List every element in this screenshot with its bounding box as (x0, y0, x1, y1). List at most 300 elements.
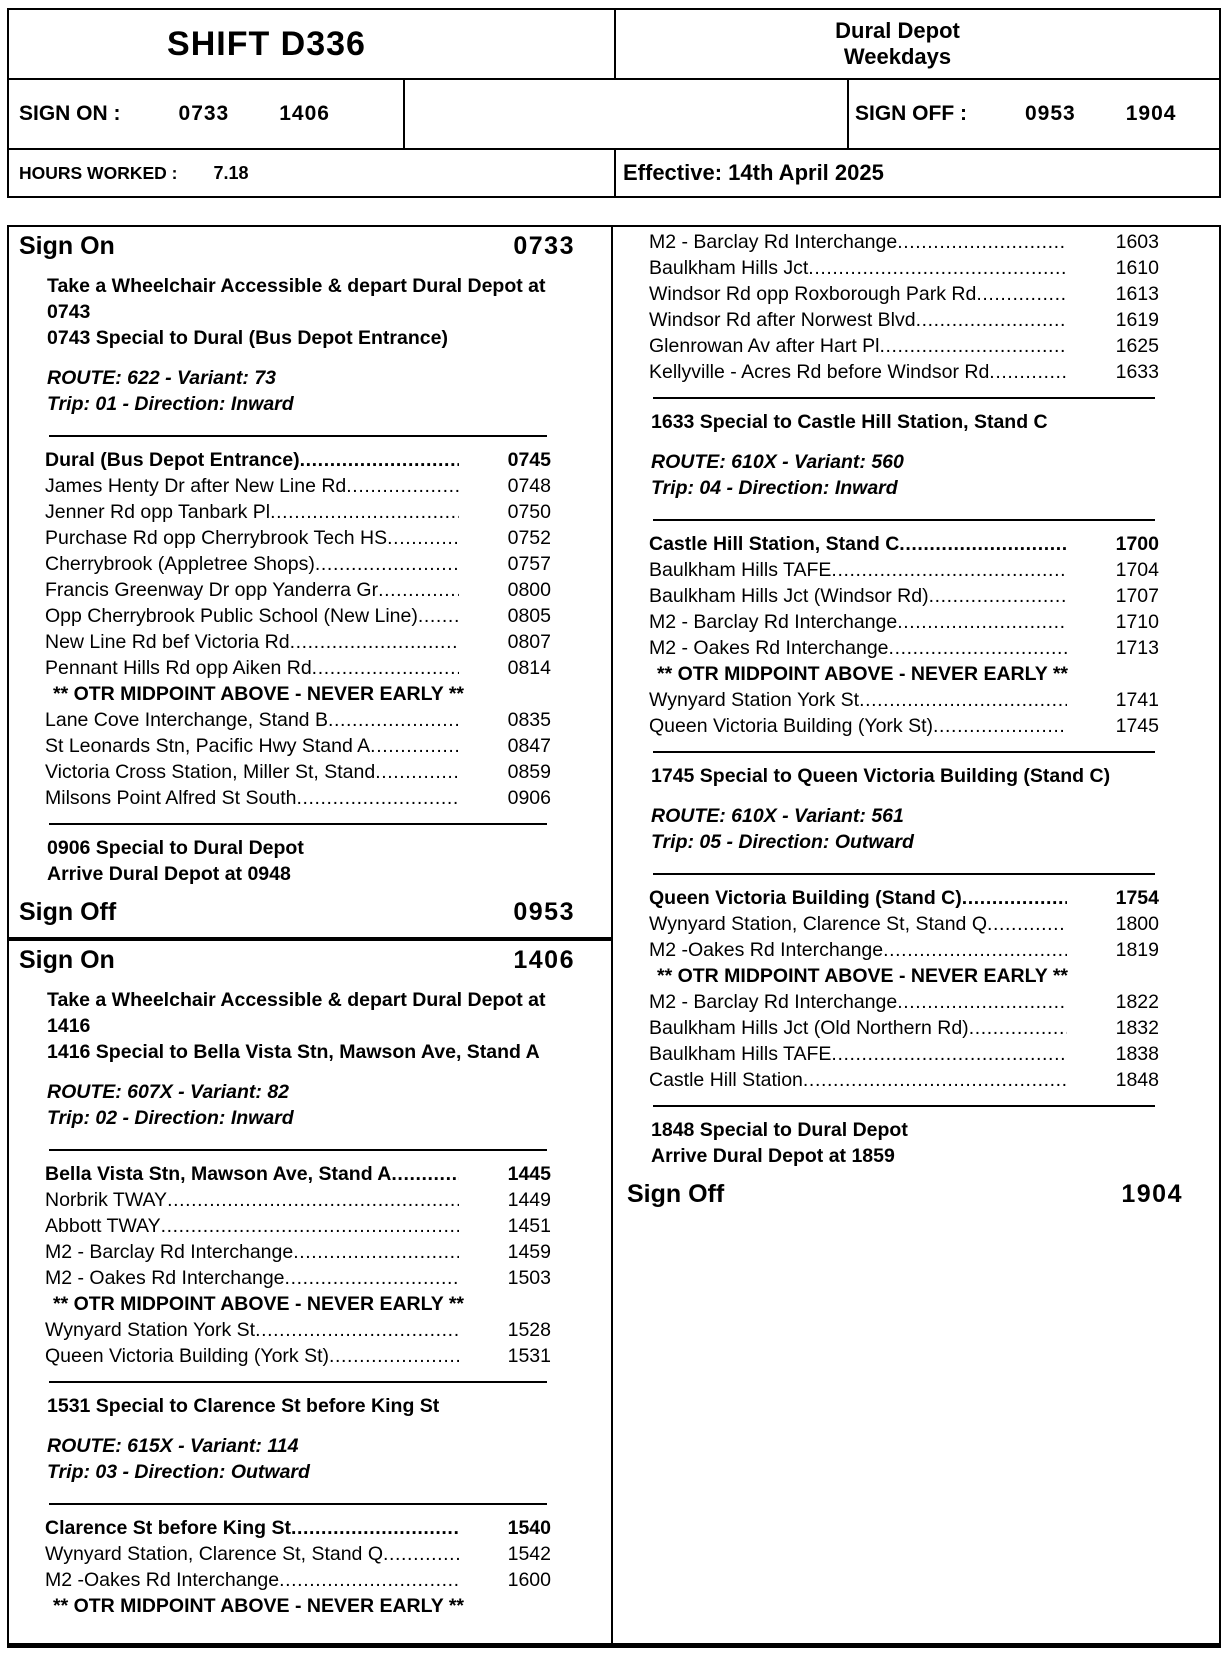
stop-name: Glenrowan Av after Hart Pl (649, 335, 880, 357)
stop-time: 0847 (507, 735, 551, 757)
special-note-line: 1745 Special to Queen Victoria Building (Stand C) (651, 765, 1111, 787)
dot-leader (989, 359, 1067, 385)
dot-leader (279, 1567, 459, 1593)
stop-name-leader (649, 885, 1067, 911)
section-heading-time: 0953 (513, 897, 575, 926)
route-info-line: Trip: 01 - Direction: Inward (47, 393, 294, 415)
dot-leader (831, 1041, 1067, 1067)
stop-name-leader (649, 359, 1067, 385)
stop-time: 1540 (507, 1517, 551, 1539)
stop-time: 1603 (1115, 231, 1159, 253)
stop-time: 1745 (1115, 715, 1159, 737)
stop-name: Castle Hill Station, Stand C (649, 533, 900, 555)
stop-row (613, 609, 1219, 635)
special-note (47, 835, 595, 887)
stop-list (9, 447, 611, 811)
stop-row (613, 229, 1219, 255)
dot-leader (315, 551, 459, 577)
stop-name-leader (649, 687, 1067, 713)
stop-name: Windsor Rd opp Roxborough Park Rd (649, 283, 977, 305)
otr-midpoint-note: ** OTR MIDPOINT ABOVE - NEVER EARLY ** (53, 683, 465, 705)
dot-leader (831, 557, 1067, 583)
special-note (651, 409, 1203, 435)
hours-worked-cell (9, 150, 616, 196)
sign-off-label: SIGN OFF : (855, 102, 967, 125)
separator-rule (653, 1105, 1155, 1107)
stop-time: 1619 (1115, 309, 1159, 331)
stop-time: 1600 (507, 1569, 551, 1591)
stop-name-leader (649, 937, 1067, 963)
dot-leader (329, 1343, 459, 1369)
dot-leader (916, 307, 1067, 333)
stop-name: M2 - Barclay Rd Interchange (649, 991, 898, 1013)
stop-row (9, 1161, 611, 1187)
stop-time: 0906 (507, 787, 551, 809)
effective-date: Effective: 14th April 2025 (623, 160, 884, 185)
stop-row (613, 911, 1219, 937)
stop-row (9, 1265, 611, 1291)
stop-name: M2 - Barclay Rd Interchange (649, 611, 898, 633)
route-info-line: ROUTE: 610X - Variant: 560 (651, 451, 904, 473)
special-note (47, 987, 595, 1065)
stop-row (9, 525, 611, 551)
section-heading-label: Sign Off (19, 897, 117, 926)
stop-name: M2 - Barclay Rd Interchange (45, 1241, 294, 1263)
stop-name-leader (649, 1067, 1067, 1093)
dot-leader (296, 785, 459, 811)
stop-time: 0807 (507, 631, 551, 653)
stop-row (613, 1067, 1219, 1093)
route-info-line: Trip: 05 - Direction: Outward (651, 831, 914, 853)
section-heading-time: 1904 (1121, 1179, 1183, 1208)
stop-row (9, 785, 611, 811)
dot-leader (933, 713, 1067, 739)
stop-row (613, 255, 1219, 281)
stop-name: Pennant Hills Rd opp Aiken Rd (45, 657, 312, 679)
stop-name-leader (45, 733, 459, 759)
stop-name-leader (45, 1541, 459, 1567)
stop-time: 1625 (1115, 335, 1159, 357)
special-note-line: Arrive Dural Depot at 1859 (651, 1145, 895, 1167)
sign-on-time-2: 1406 (279, 102, 330, 125)
otr-midpoint-note: ** OTR MIDPOINT ABOVE - NEVER EARLY ** (657, 965, 1069, 987)
stop-name-leader (45, 1343, 459, 1369)
stop-time: 1528 (507, 1319, 551, 1341)
stop-time: 1610 (1115, 257, 1159, 279)
dot-leader (312, 655, 459, 681)
stop-time: 0814 (507, 657, 551, 679)
stop-time: 1754 (1115, 887, 1159, 909)
sign-off-time-1: 0953 (1025, 102, 1076, 125)
special-note (47, 1393, 595, 1419)
header-table (7, 8, 1221, 198)
dot-leader (167, 1187, 459, 1213)
section-heading (613, 1177, 1219, 1211)
stop-name-leader (649, 713, 1067, 739)
stop-time: 1713 (1115, 637, 1159, 659)
stop-name: Wynyard Station York St (649, 689, 860, 711)
dot-leader (378, 577, 459, 603)
stop-name: M2 - Oakes Rd Interchange (45, 1267, 285, 1289)
stop-time: 1741 (1115, 689, 1159, 711)
dot-leader (375, 759, 459, 785)
stop-name-leader (649, 229, 1067, 255)
stop-name-leader (649, 557, 1067, 583)
stop-time: 1832 (1115, 1017, 1159, 1039)
stop-name-leader (45, 707, 459, 733)
stop-time: 1710 (1115, 611, 1159, 633)
stop-row (9, 629, 611, 655)
stop-name: Baulkham Hills Jct (Old Northern Rd) (649, 1017, 969, 1039)
stop-row (9, 1187, 611, 1213)
stop-name: Baulkham Hills TAFE (649, 559, 832, 581)
stop-row (613, 531, 1219, 557)
stop-row (9, 447, 611, 473)
stop-time: 0745 (507, 449, 551, 471)
header-empty-cell (405, 80, 849, 148)
stop-row (9, 499, 611, 525)
stop-name-leader (45, 629, 459, 655)
stop-name: Queen Victoria Building (York St) (649, 715, 933, 737)
header-row-sign-times (9, 80, 1219, 150)
stop-time: 1449 (507, 1189, 551, 1211)
stop-name: Victoria Cross Station, Miller St, Stand (45, 761, 376, 783)
stop-name-leader (649, 307, 1067, 333)
special-note-line: 1848 Special to Dural Depot (651, 1119, 908, 1141)
special-note-line: 1633 Special to Castle Hill Station, Stand C (651, 411, 1048, 433)
stop-row (9, 1515, 611, 1541)
duty-detail-box (7, 225, 1221, 1648)
depot-name: Dural Depot (835, 18, 960, 43)
sign-off-time-2: 1904 (1125, 102, 1177, 125)
section-heading-label: Sign On (19, 945, 115, 974)
route-info (47, 365, 611, 417)
stop-name-leader (649, 911, 1067, 937)
duty-column-left (9, 227, 613, 1643)
section-heading-label: Sign Off (627, 1179, 725, 1208)
stop-name-leader (649, 531, 1067, 557)
stop-time: 1800 (1115, 913, 1159, 935)
section-heading-time: 0733 (513, 231, 575, 260)
duty-column-right (613, 227, 1219, 1643)
stop-row (613, 333, 1219, 359)
separator-rule (653, 873, 1155, 875)
stop-name-leader (649, 1041, 1067, 1067)
stop-row (9, 473, 611, 499)
stop-name: Wynyard Station York St (45, 1319, 256, 1341)
stop-row (9, 655, 611, 681)
stop-name-leader (45, 1567, 459, 1593)
stop-name: Opp Cherrybrook Public School (New Line) (45, 605, 418, 627)
special-note (47, 273, 595, 351)
special-note-line: Take a Wheelchair Accessible & depart Dural Depot at (47, 989, 546, 1011)
stop-name-leader (45, 785, 459, 811)
stop-name-leader (45, 1161, 459, 1187)
separator-rule (653, 751, 1155, 753)
stop-row (9, 1343, 611, 1369)
stop-time: 1838 (1115, 1043, 1159, 1065)
dot-leader (962, 885, 1067, 911)
stop-time: 1542 (507, 1543, 551, 1565)
stop-time: 1459 (507, 1241, 551, 1263)
stop-name: Clarence St before King St (45, 1517, 291, 1539)
special-note-line: 1531 Special to Clarence St before King St (47, 1395, 440, 1417)
dot-leader (976, 281, 1067, 307)
sign-on-cell (9, 80, 405, 148)
special-note (651, 1117, 1203, 1169)
stop-name-leader (45, 1213, 459, 1239)
section-heading (9, 229, 611, 263)
dot-leader (883, 937, 1067, 963)
stop-name: Baulkham Hills Jct (Windsor Rd) (649, 585, 929, 607)
hours-worked-value: 7.18 (213, 162, 249, 183)
dot-leader (880, 333, 1068, 359)
stop-name-leader (649, 635, 1067, 661)
stop-name: Wynyard Station, Clarence St, Stand Q (45, 1543, 383, 1565)
dot-leader (897, 229, 1067, 255)
stop-name: Castle Hill Station (649, 1069, 803, 1091)
stop-row (613, 1041, 1219, 1067)
dot-leader (803, 1067, 1067, 1093)
stop-time: 1633 (1115, 361, 1159, 383)
stop-name-leader (45, 577, 459, 603)
stop-row (613, 885, 1219, 911)
stop-time: 1531 (507, 1345, 551, 1367)
stop-name: New Line Rd bef Victoria Rd (45, 631, 290, 653)
special-note-line: 0743 Special to Dural (Bus Depot Entrance) (47, 327, 448, 349)
section-heading (9, 943, 611, 977)
stop-name: Lane Cove Interchange, Stand B (45, 709, 328, 731)
stop-name: Dural (Bus Depot Entrance) (45, 449, 300, 471)
stop-name-leader (45, 1265, 459, 1291)
route-info-line: Trip: 03 - Direction: Outward (47, 1461, 310, 1483)
stop-time: 1613 (1115, 283, 1159, 305)
stop-row (9, 1317, 611, 1343)
header-row-title (9, 10, 1219, 80)
stop-time: 0757 (507, 553, 551, 575)
stop-row (9, 551, 611, 577)
stop-time: 1822 (1115, 991, 1159, 1013)
dot-leader (270, 499, 459, 525)
stop-name: Wynyard Station, Clarence St, Stand Q (649, 913, 987, 935)
section-heading-label: Sign On (19, 231, 115, 260)
dot-leader (300, 447, 459, 473)
route-info (47, 1433, 611, 1485)
stop-name: Baulkham Hills TAFE (649, 1043, 832, 1065)
dot-leader (897, 989, 1067, 1015)
stop-time: 1704 (1115, 559, 1159, 581)
stop-name-leader (649, 609, 1067, 635)
stop-name: M2 -Oakes Rd Interchange (649, 939, 884, 961)
dot-leader (987, 911, 1067, 937)
stop-row (9, 603, 611, 629)
stop-name: Milsons Point Alfred St South (45, 787, 297, 809)
route-info-line: ROUTE: 610X - Variant: 561 (651, 805, 904, 827)
special-note-line: 1416 (47, 1015, 91, 1037)
special-note-line: 0743 (47, 301, 91, 323)
stop-name-leader (649, 989, 1067, 1015)
dot-leader (897, 609, 1067, 635)
stop-name: Queen Victoria Building (York St) (45, 1345, 329, 1367)
otr-midpoint-note: ** OTR MIDPOINT ABOVE - NEVER EARLY ** (53, 1293, 465, 1315)
route-info-line: Trip: 04 - Direction: Inward (651, 477, 898, 499)
stop-name: James Henty Dr after New Line Rd (45, 475, 347, 497)
sign-off-cell (849, 80, 1219, 148)
stop-time: 0748 (507, 475, 551, 497)
stop-row (9, 759, 611, 785)
otr-midpoint-note: ** OTR MIDPOINT ABOVE - NEVER EARLY ** (53, 1595, 465, 1617)
special-note (651, 763, 1203, 789)
stop-time: 1445 (507, 1163, 551, 1185)
stop-name-leader (649, 281, 1067, 307)
stop-name: M2 - Barclay Rd Interchange (649, 231, 898, 253)
stop-name-leader (45, 447, 459, 473)
stop-time: 0805 (507, 605, 551, 627)
dot-leader (370, 733, 459, 759)
stop-name-leader (45, 1317, 459, 1343)
stop-row (9, 733, 611, 759)
dot-leader (391, 1161, 459, 1187)
stop-list (9, 1515, 611, 1619)
dot-leader (290, 629, 459, 655)
stop-row (613, 713, 1219, 739)
stop-time: 1848 (1115, 1069, 1159, 1091)
section-heading-time: 1406 (513, 945, 575, 974)
depot-day-type: Weekdays (843, 44, 952, 69)
stop-name-leader (649, 333, 1067, 359)
separator-rule (49, 1503, 547, 1505)
shift-title: SHIFT D336 (9, 10, 616, 78)
stop-time: 1503 (507, 1267, 551, 1289)
stop-name: Windsor Rd after Norwest Blvd (649, 309, 916, 331)
stop-time: 0835 (507, 709, 551, 731)
separator-rule (49, 1149, 547, 1151)
stop-name-leader (45, 473, 459, 499)
stop-name: Norbrik TWAY (45, 1189, 168, 1211)
stop-row (613, 307, 1219, 333)
special-note-line: 0906 Special to Dural Depot (47, 837, 304, 859)
duty-divider (9, 937, 611, 941)
separator-rule (49, 823, 547, 825)
route-info-line: ROUTE: 615X - Variant: 114 (47, 1435, 299, 1457)
stop-name: Queen Victoria Building (Stand C) (649, 887, 962, 909)
stop-name: Kellyville - Acres Rd before Windsor Rd (649, 361, 990, 383)
stop-time: 1819 (1115, 939, 1159, 961)
stop-row (613, 687, 1219, 713)
stop-row (9, 707, 611, 733)
stop-name-leader (45, 759, 459, 785)
dot-leader (291, 1515, 459, 1541)
stop-name-leader (45, 525, 459, 551)
special-note-line: Arrive Dural Depot at 0948 (47, 863, 291, 885)
stop-list (613, 531, 1219, 739)
stop-row (613, 281, 1219, 307)
stop-time: 1700 (1115, 533, 1159, 555)
stop-time: 0752 (507, 527, 551, 549)
stop-name-leader (45, 551, 459, 577)
stop-name: St Leonards Stn, Pacific Hwy Stand A (45, 735, 371, 757)
stop-list (613, 885, 1219, 1093)
dot-leader (387, 525, 459, 551)
stop-name: Baulkham Hills Jct (649, 257, 809, 279)
stop-row (613, 359, 1219, 385)
stop-name-leader (45, 603, 459, 629)
stop-row (613, 989, 1219, 1015)
stop-row (613, 635, 1219, 661)
stop-name: M2 - Oakes Rd Interchange (649, 637, 889, 659)
hours-worked-label: HOURS WORKED : (19, 162, 178, 183)
stop-list (9, 1161, 611, 1369)
stop-name-leader (649, 583, 1067, 609)
stop-time: 1707 (1115, 585, 1159, 607)
dot-leader (293, 1239, 459, 1265)
dot-leader (899, 531, 1067, 557)
header-row-hours (9, 150, 1219, 196)
depot-cell (616, 10, 1219, 78)
route-info-line: ROUTE: 607X - Variant: 82 (47, 1081, 290, 1103)
dot-leader (969, 1015, 1067, 1041)
stop-name-leader (649, 1015, 1067, 1041)
stop-row (9, 1541, 611, 1567)
stop-time: 1451 (507, 1215, 551, 1237)
stop-name-leader (45, 655, 459, 681)
stop-row (9, 1567, 611, 1593)
route-info (651, 449, 1219, 501)
dot-leader (346, 473, 459, 499)
separator-rule (49, 435, 547, 437)
dot-leader (161, 1213, 459, 1239)
stop-name: Cherrybrook (Appletree Shops) (45, 553, 315, 575)
stop-row (613, 937, 1219, 963)
stop-name-leader (45, 1239, 459, 1265)
separator-rule (653, 397, 1155, 399)
route-info-line: ROUTE: 622 - Variant: 73 (47, 367, 277, 389)
stop-row (9, 577, 611, 603)
stop-name-leader (45, 1187, 459, 1213)
stop-row (613, 557, 1219, 583)
stop-row (613, 583, 1219, 609)
dot-leader (859, 687, 1067, 713)
stop-name: Bella Vista Stn, Mawson Ave, Stand A (45, 1163, 392, 1185)
stop-name: Abbott TWAY (45, 1215, 161, 1237)
sign-on-label: SIGN ON : (19, 102, 121, 125)
dot-leader (929, 583, 1067, 609)
otr-midpoint-note: ** OTR MIDPOINT ABOVE - NEVER EARLY ** (657, 663, 1069, 685)
stop-time: 0750 (507, 501, 551, 523)
dot-leader (285, 1265, 459, 1291)
separator-rule (653, 519, 1155, 521)
stop-name-leader (649, 255, 1067, 281)
dot-leader (418, 603, 459, 629)
stop-name: M2 -Oakes Rd Interchange (45, 1569, 280, 1591)
route-info-line: Trip: 02 - Direction: Inward (47, 1107, 294, 1129)
stop-row (613, 1015, 1219, 1041)
sign-on-time-1: 0733 (178, 102, 230, 125)
separator-rule (49, 1381, 547, 1383)
stop-time: 0859 (507, 761, 551, 783)
dot-leader (889, 635, 1067, 661)
stop-name-leader (45, 1515, 459, 1541)
dot-leader (328, 707, 459, 733)
stop-list (613, 229, 1219, 385)
section-heading (9, 895, 611, 929)
route-info (651, 803, 1219, 855)
stop-name: Jenner Rd opp Tanbark Pl (45, 501, 271, 523)
stop-row (9, 1213, 611, 1239)
dot-leader (808, 255, 1067, 281)
stop-name: Purchase Rd opp Cherrybrook Tech HS (45, 527, 388, 549)
special-note-line: 1416 Special to Bella Vista Stn, Mawson Ave, Stand A (47, 1041, 540, 1063)
